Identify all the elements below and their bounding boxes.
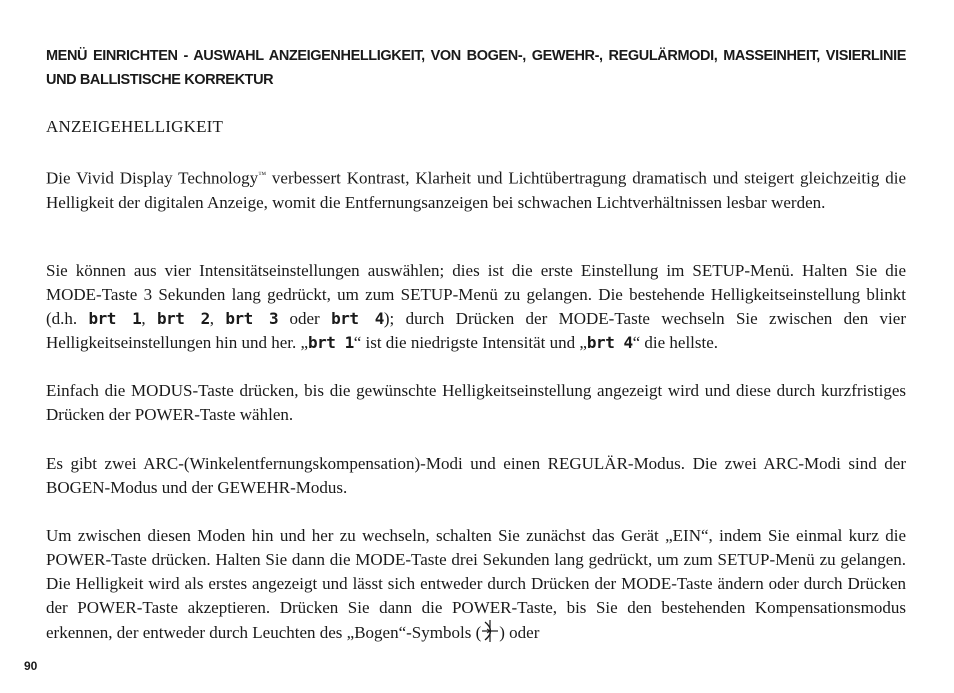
subheading-display-brightness: ANZEIGEHELLIGKEIT <box>46 117 224 136</box>
text: verbessert Kontrast, Klarheit und Lichtübertragung dramatisch und steigert gleichzeitig die Helligkeit der digitalen Anzeige, womit die Entfernungsanzeigen bei schwachen Lichtverhältnissen lesbar werden. <box>46 168 906 212</box>
paragraph-switch-modes <box>46 524 906 649</box>
paragraph-vivid-display <box>46 163 906 215</box>
lcd-brt4: brt 4 <box>331 309 384 328</box>
text: , <box>209 309 226 328</box>
paragraph-arc-modes: Es gibt zwei ARC-(Winkelentfernungskompensation)-Modi und einen REGULÄR-Modus. Die zwei ARC-Modi sind der BOGEN-Modus und der GEWEHR-Modus. <box>46 454 906 497</box>
text: “ die hellste. <box>632 333 719 352</box>
lcd-brt1-lowest: brt 1 <box>308 333 354 352</box>
text: , <box>141 309 157 328</box>
paragraph-intensity-settings <box>46 259 906 355</box>
text: Um zwischen diesen Moden hin und her zu wechseln, schalten Sie zunächst das Gerät „EIN“, indem Sie einmal kurz die POWER-Taste drücken. Halten Sie dann die MODE-Taste drei Sekunden lang gedrückt, um zum SETUP-Menü zu gelangen. Die Helligkeit wird als erstes angezeigt und lässt sich entweder durch Drücken der MODE-Taste ändern oder durch Drücken der POWER-Taste akzeptieren. Drücken Sie dann die POWER-Taste, bis Sie den bestehenden Kompensationsmodus erkennen, der entweder durch Leuchten des „Bogen“-Symbols ( <box>46 526 906 642</box>
lcd-brt1: brt 1 <box>88 309 142 328</box>
text: Die Vivid Display Technology <box>46 168 259 188</box>
text: Sie können aus vier Intensitätseinstellungen auswählen; dies ist die erste Einstellung im SETUP-Menü. Halten Sie die MODE-Taste 3 Sekunden lang gedrückt, um zum SETUP-Menü zu gelangen. Die bestehende Helligkeitseinstellung blinkt (d.h. <box>46 261 906 328</box>
lcd-brt4-brightest: brt 4 <box>586 333 633 352</box>
lcd-brt3: brt 3 <box>225 309 279 328</box>
paragraph-mode-button: Einfach die MODUS-Taste drücken, bis die gewünschte Helligkeitseinstellung angezeigt wird und diese durch kurzfristiges Drücken der POWER-Taste wählen. <box>46 381 906 424</box>
trademark-symbol: ™ <box>258 170 267 179</box>
bow-symbol-icon <box>481 620 499 649</box>
text: ) oder <box>499 623 540 642</box>
section-heading: MENÜ EINRICHTEN - AUSWAHL ANZEIGENHELLIGKEIT, VON BOGEN-, GEWEHR-, REGULÄRMODI, MASSEINHEIT, VISIERLINIE UND BALLISTISCHE KORREKTUR <box>46 48 906 88</box>
text: “ ist die niedrigste Intensität und „ <box>353 333 587 352</box>
lcd-brt2: brt 2 <box>156 309 210 328</box>
text: ); durch Drücken der MODE-Taste wechseln Sie zwischen den vier Helligkeitseinstellungen hin und her. „ <box>46 309 906 352</box>
page-number: 90 <box>24 659 38 673</box>
text: oder <box>278 309 332 328</box>
